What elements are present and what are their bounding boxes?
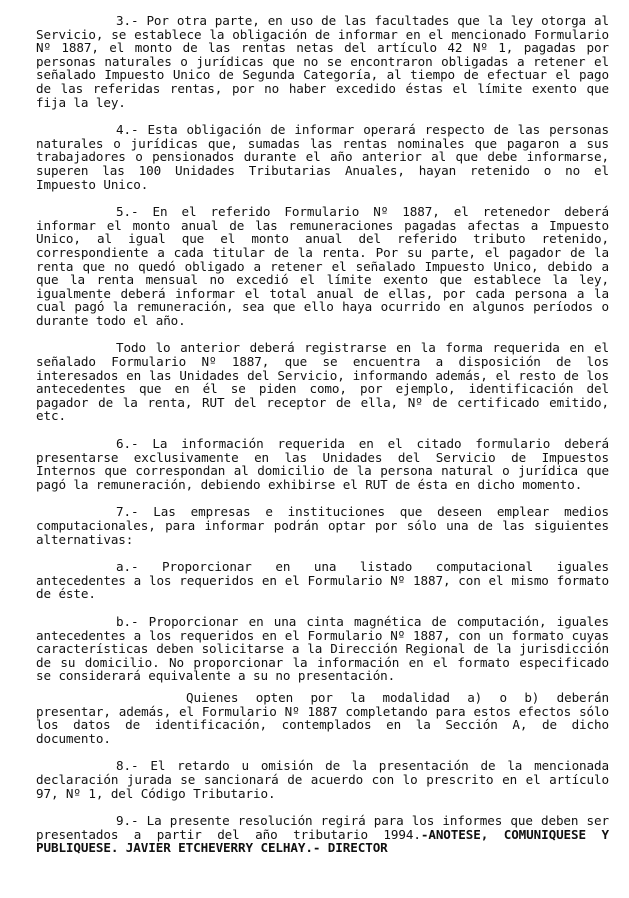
paragraph-5	[36, 205, 609, 327]
paragraph-9	[36, 814, 609, 855]
paragraph-text: b.- Proporcionar en una cinta magnética de computación, iguales antecedentes a los requeridos en el Formulario Nº 1887, con un formato cuyas características deben solicitarse a la Dirección Regional de la jurisdicción de su domicilio. No proporcionar la información en el formato especificado se considerará equivalente a su no presentación.	[36, 613, 609, 684]
paragraph-7b	[36, 615, 609, 683]
paragraph-7a	[36, 560, 609, 601]
paragraph-5-continued	[36, 341, 609, 423]
paragraph-text: 3.- Por otra parte, en uso de las facultades que la ley otorga al Servicio, se establece la obligación de informar en el mencionado Formulario Nº 1887, el monto de las rentas netas del artículo 42 Nº 1, pagadas por personas naturales o jurídicas que no se encontraron obligadas a retener el señalado Impuesto Unico de Segunda Categoría, al tiempo de efectuar el pago de las referidas rentas, por no haber excedido éstas el límite exento que fija la ley.	[36, 13, 609, 110]
paragraph-text: 8.- El retardo u omisión de la presentación de la mencionada declaración jurada se sancionará de acuerdo con lo prescrito en el artículo 97, Nº 1, del Código Tributario.	[36, 758, 609, 801]
paragraph-6	[36, 437, 609, 491]
paragraph-text: 9.- La presente resolución regirá para los informes que deben ser presentados a partir del año tributario 1994.	[36, 813, 609, 842]
paragraph-3	[36, 14, 609, 109]
paragraph-text: Todo lo anterior deberá registrarse en la forma requerida en el señalado Formulario Nº 1887, que se encuentra a disposición de los interesados en las Unidades del Servicio, informando además, el resto de los antecedentes que en él se piden como, por ejemplo, identificación del pagador de la renta, RUT del receptor de ella, Nº de certificado emitido, etc.	[36, 340, 609, 424]
paragraph-7	[36, 505, 609, 546]
closing-signature: -ANOTESE, COMUNIQUESE Y PUBLIQUESE. JAVIER ETCHEVERRY CELHAY.- DIRECTOR	[36, 826, 609, 856]
paragraph-text: Quienes opten por la modalidad a) o b) deberán presentar, además, el Formulario Nº 1887 completando para estos efectos sólo los datos de identificación, contemplados en la Sección A, de dicho documento.	[36, 689, 609, 746]
paragraph-text: a.- Proporcionar en una listado computacional iguales antecedentes a los requeridos en el Formulario Nº 1887, con el mismo formato de éste.	[36, 559, 609, 602]
paragraph-4	[36, 123, 609, 191]
paragraph-text: 6.- La información requerida en el citado formulario deberá presentarse exclusivamente en las Unidades del Servicio de Impuestos Internos que correspondan al domicilio de la persona natural o jurídica que pagó la remuneración, debiendo exhibirse el RUT de ésta en dicho momento.	[36, 436, 609, 492]
paragraph-text: 4.- Esta obligación de informar operará respecto de las personas naturales o jurídicas que, sumadas las rentas nominales que pagaron a sus trabajadores o pensionados durante el año anterior al que debe informarse, superen las 100 Unidades Tributarias Anuales, hayan retenido o no el Impuesto Unico.	[36, 122, 609, 192]
paragraph-8	[36, 759, 609, 800]
paragraph-7c	[36, 691, 609, 745]
paragraph-text: 7.- Las empresas e instituciones que deseen emplear medios computacionales, para informar podrán optar por sólo una de las siguientes alternativas:	[36, 504, 609, 547]
paragraph-text: 5.- En el referido Formulario Nº 1887, el retenedor deberá informar el monto anual de las remuneraciones pagadas afectas a Impuesto Unico, al igual que el monto anual del referido tributo retenido, correspondiente a cada titular de la renta. Por su parte, el pagador de la renta que no quedó obligado a retener el señalado Impuesto Unico, debido a que la renta mensual no excedió el límite exento que establece la ley, igualmente deberá informar el total anual de ellas, por cada persona a la cual pagó la remuneración, sea que ello haya ocurrido en algunos períodos o durante todo el año.	[36, 204, 609, 328]
